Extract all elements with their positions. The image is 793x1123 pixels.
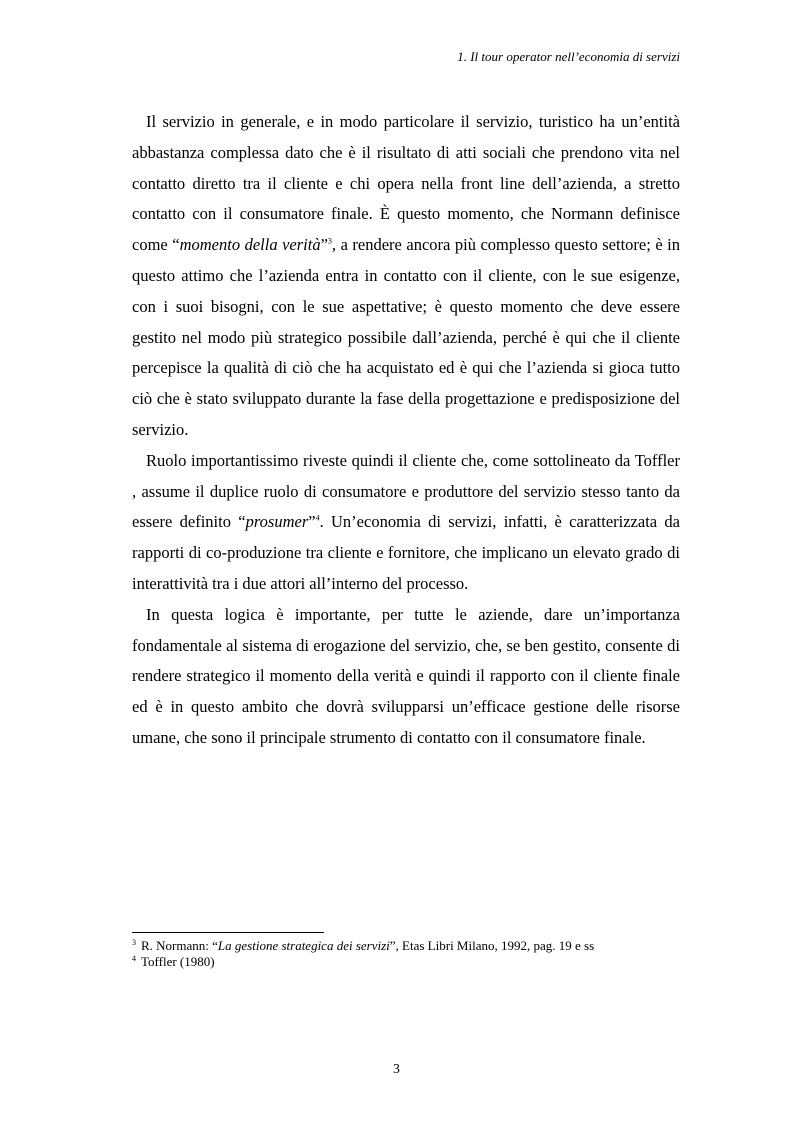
footnote-divider: [132, 932, 324, 933]
running-header: 1. Il tour operator nell’economia di servizi: [457, 49, 680, 64]
paragraph-2-quote-close: ”: [308, 512, 316, 532]
footnote-3-number: 3: [132, 937, 136, 947]
footnote-ref-3[interactable]: 3: [327, 236, 332, 246]
paragraph-2: [132, 446, 680, 600]
paragraph-3: In questa logica è importante, per tutte le aziende, dare un’importanza fondamentale al sistema di erogazione del servizio, che, se ben gestito, consente di rendere strategico il momento della verità e quindi il rapporto con il cliente finale ed è in questo ambito che dovrà svilupparsi un’efficace gestione delle risorse umane, che sono il principale strumento di contatto con il consumatore finale.: [132, 604, 680, 747]
paragraph-1-quote-close: ”: [320, 235, 328, 255]
footnote-4-text: Toffler (1980): [141, 954, 215, 969]
footnote-4: [132, 954, 680, 970]
footnote-4-number: 4: [132, 953, 136, 963]
page-number: 3: [393, 1061, 400, 1076]
footnotes: [132, 938, 680, 970]
footnote-ref-4[interactable]: 4: [315, 513, 320, 523]
footnote-3-text-b: ”, Etas Libri Milano, 1992, pag. 19 e ss: [389, 938, 595, 953]
paragraph-1-text-c: , a rendere ancora più complesso questo settore; è in questo attimo che l’azienda entra in contatto con il cliente, con le sue esigenze, con i suoi bisogni, con le sue aspettative; è questo momento che deve essere gestito nel modo più strategico possibile dall’azienda, perché è qui che il cliente percepisce la qualità di ciò che ha acquistato ed è qui che l’azienda si gioca tutto ciò che è stato sviluppato durante la fase della progettazione e predisposizione del servizio.: [132, 235, 681, 439]
paragraph-1: [132, 107, 680, 446]
footnote-3-text-a: R. Normann: “: [141, 938, 218, 953]
footnote-3: [132, 938, 680, 954]
paragraph-2-text-c: . Un’economia di servizi, infatti, è caratterizzata da rapporti di co-produzione tra cliente e fornitore, che implicano un elevato grado di interattività tra i due attori all’interno del processo.: [132, 512, 680, 593]
body-text: [132, 107, 680, 754]
paragraph-2-text-a: Ruolo importantissimo riveste quindi il cliente che, come sottolineato da Toffler , assume il duplice ruolo di consumatore e produttore del servizio stesso tanto da essere definito “: [132, 450, 680, 532]
paragraph-1-text-a: Il servizio in generale, e in modo particolare il servizio, turistico ha un’entità abbastanza complessa dato che è il risultato di atti sociali che prendono vita nel contatto diretto tra il cliente e chi opera nella front line dell’azienda, a stretto contatto con il consumatore finale. È questo momento, che Normann definisce come “: [132, 112, 680, 255]
emphasis-momento-della-verita: momento della verità: [179, 235, 321, 255]
footnote-3-book-title: La gestione strategica dei servizi: [217, 938, 390, 953]
emphasis-prosumer: prosumer: [245, 512, 309, 532]
